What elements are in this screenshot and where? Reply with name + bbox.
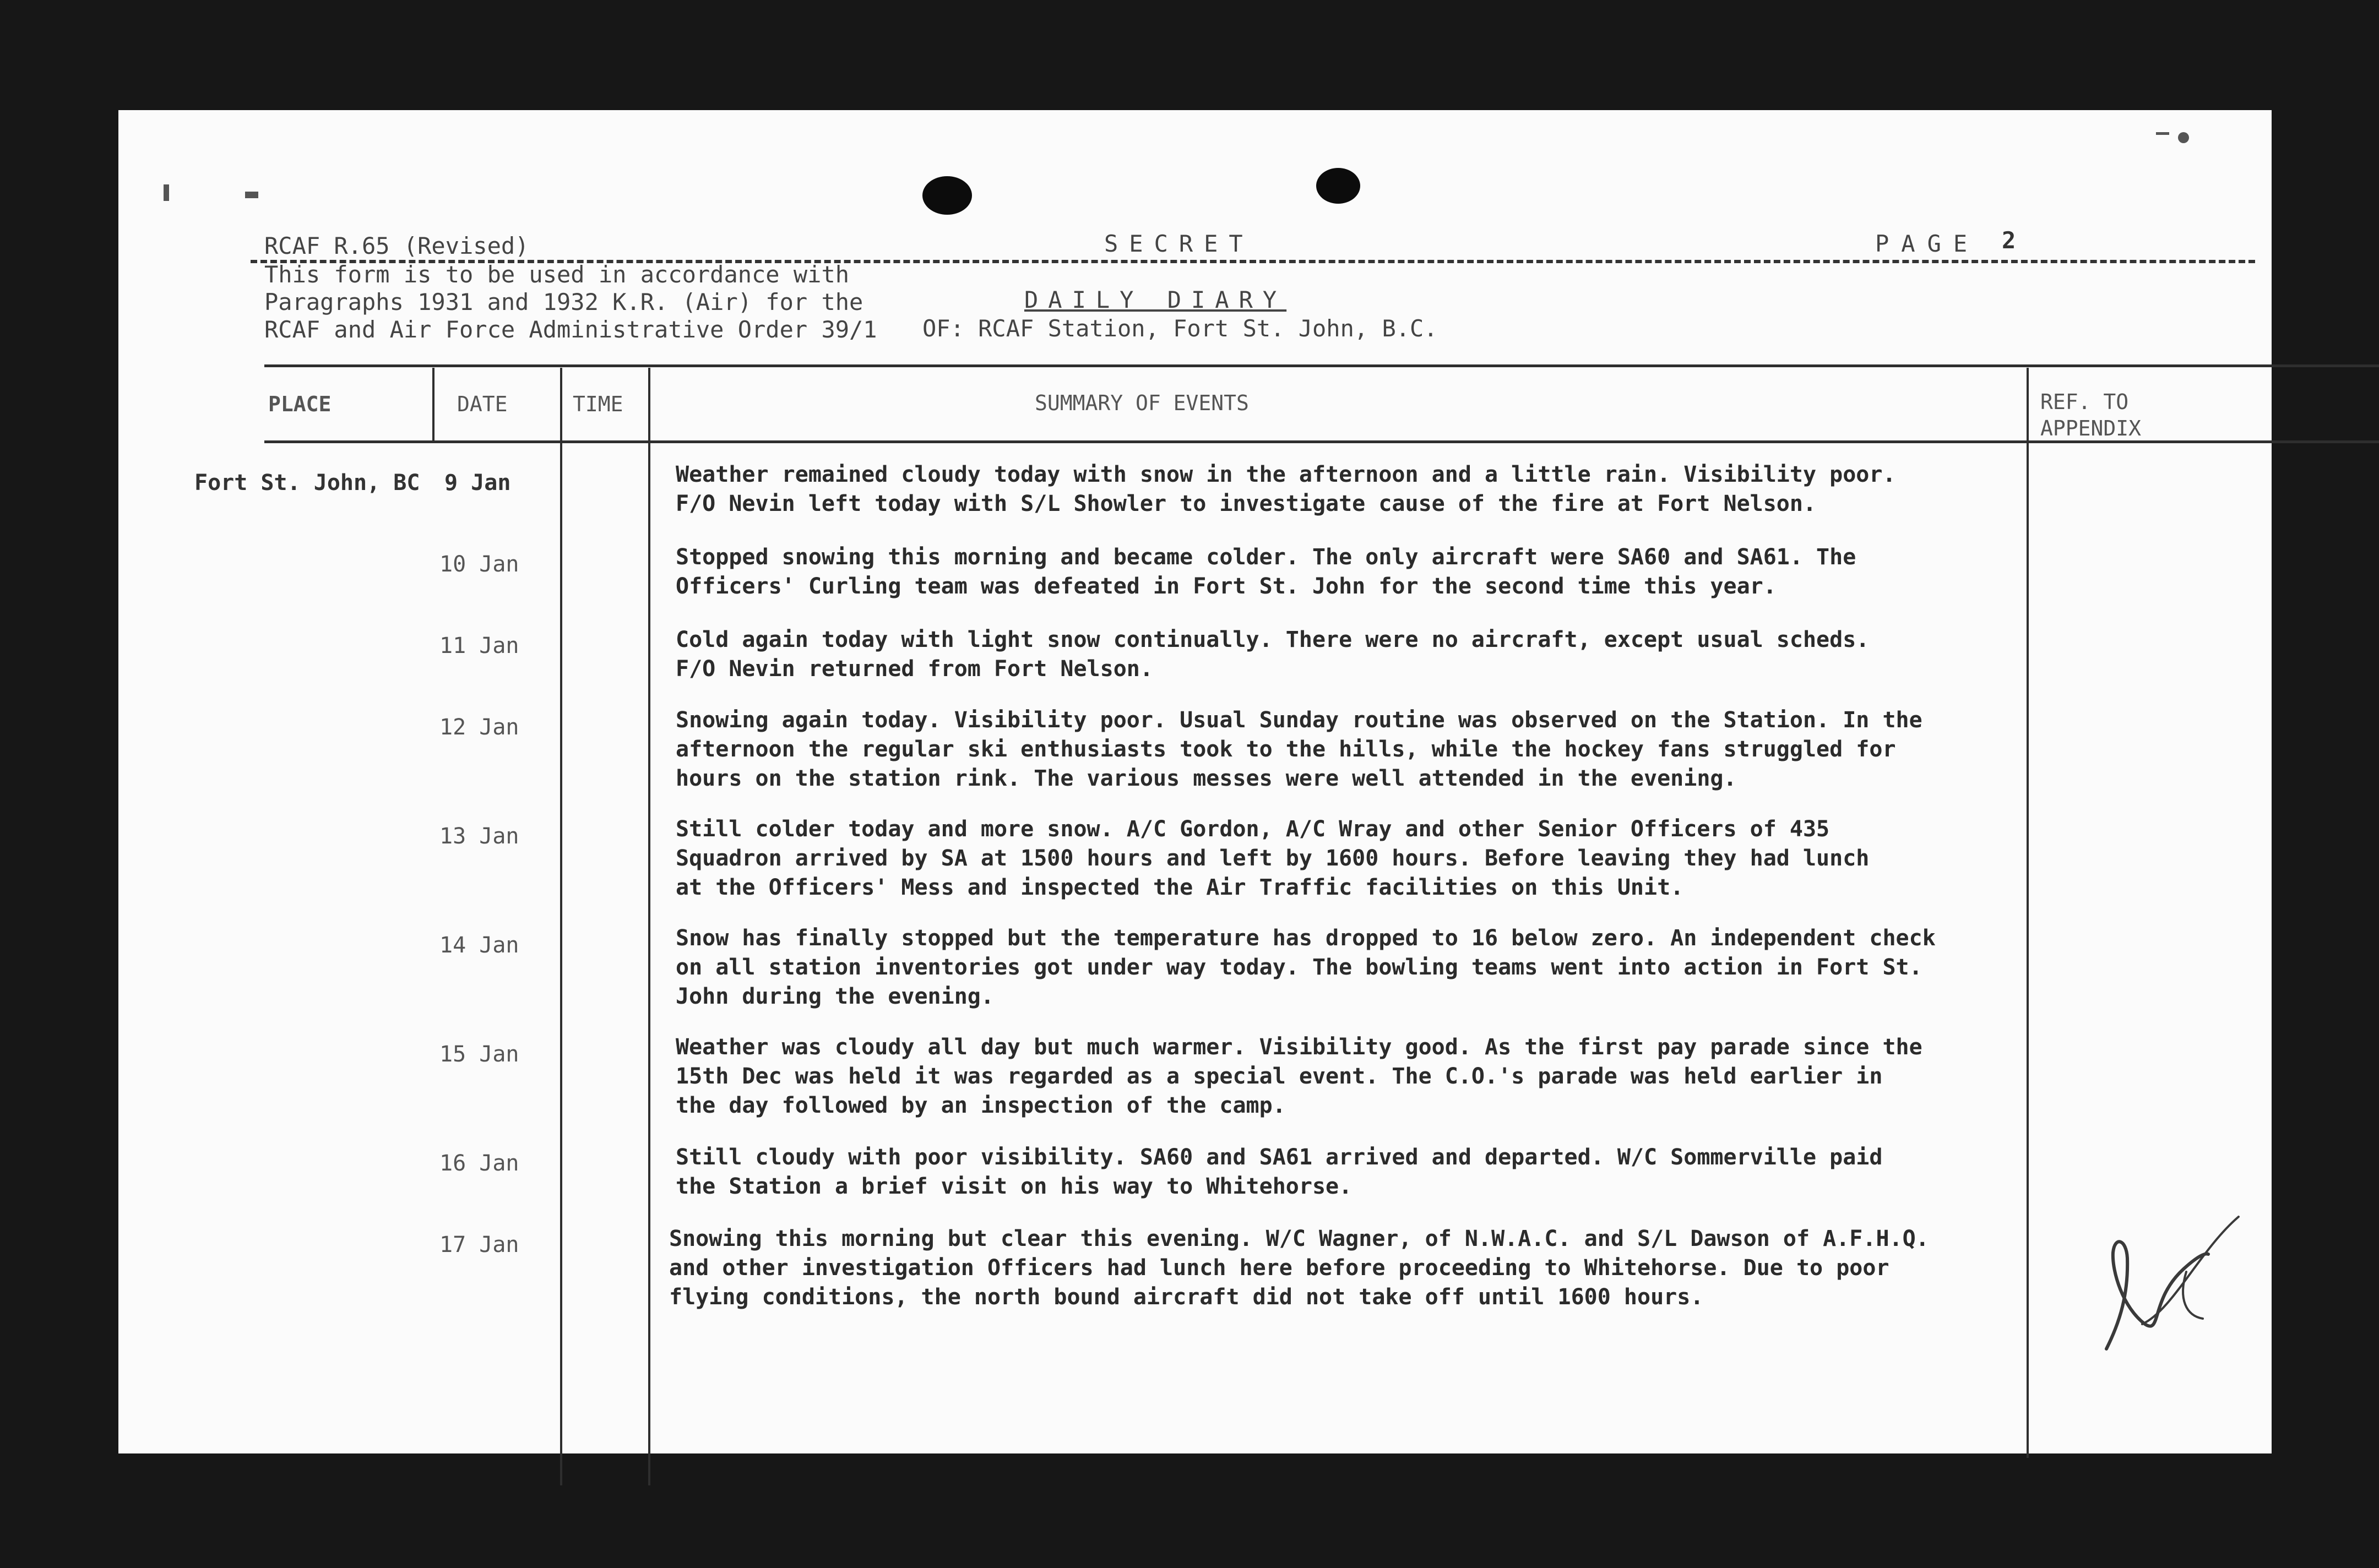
instruction-line-2: Paragraphs 1931 and 1932 K.R. (Air) for the [264, 288, 863, 315]
initials-signature [2068, 1211, 2244, 1371]
entry-summary: Still cloudy with poor visibility. SA60 and SA61 arrived and departed. W/C Sommerville paid the Station a brief visit on his way to Whitehorse. [676, 1145, 1883, 1199]
entry-summary: Snowing this morning but clear this evening. W/C Wagner, of N.W.A.C. and S/L Dawson of A.F.H.Q. and other investigation Officers had lunch here before proceeding to Whitehorse. Due to poor flying conditions, the north bound aircraft did not take off until 1600 hours. [669, 1226, 1929, 1310]
entry-date: 13 Jan [439, 824, 519, 849]
divider-date-time [560, 368, 562, 1485]
form-id: RCAF R.65 (Revised) [264, 232, 529, 259]
column-header-summary: SUMMARY OF EVENTS [1035, 391, 1249, 415]
divider-time-summary [648, 368, 650, 1485]
divider-summary-ref [2027, 368, 2029, 1458]
table-header-rule [264, 440, 2379, 443]
entry-date: 17 Jan [439, 1232, 519, 1257]
divider-place-date [432, 368, 434, 442]
diary-title: DAILY DIARY [1024, 286, 1287, 313]
entry-summary: Cold again today with light snow continually. There were no aircraft, except usual scheds. F/O Nevin returned from Fort Nelson. [676, 627, 1870, 682]
entry-date: 15 Jan [439, 1042, 519, 1067]
column-header-date: DATE [457, 392, 508, 416]
page-number: 2 [2002, 227, 2016, 254]
entry-date: 16 Jan [439, 1151, 519, 1176]
column-header-ref: REF. TO [2040, 390, 2129, 414]
diary-page [118, 110, 2272, 1453]
entry-date: 14 Jan [439, 933, 519, 958]
column-header-time: TIME [573, 392, 623, 416]
entry-summary: Snow has finally stopped but the temperature has dropped to 16 below zero. An independent check on all station inventories got under way today. The bowling teams went into action in Fort St. John during the evening. [676, 925, 1936, 1009]
entry-summary: Still colder today and more snow. A/C Gordon, A/C Wray and other Senior Officers of 435 Squadron arrived by SA at 1500 hours and left by 1600 hours. Before leaving they had lunch at the Officers' Mess and inspected the Air Traffic facilities on this Unit. [676, 816, 1870, 900]
entry-date: 9 Jan [444, 470, 511, 496]
table-top-rule [264, 364, 2379, 367]
entry-summary: Snowing again today. Visibility poor. Usual Sunday routine was observed on the Station. In the afternoon the regular ski enthusiasts took to the hills, while the hockey fans struggled for hours on the station rink. The various messes were well attended in the evening. [676, 707, 1922, 791]
column-header-appendix: APPENDIX [2040, 416, 2142, 440]
entry-summary: Stopped snowing this morning and became colder. The only aircraft were SA60 and SA61. The Officers' Curling team was defeated in Fort St. John for the second time this year. [676, 545, 1856, 599]
instruction-line-3: RCAF and Air Force Administrative Order 39/1 [264, 316, 877, 343]
instruction-line-1: This form is to be used in accordance with [264, 261, 850, 288]
place-value: Fort St. John, BC [194, 470, 420, 496]
entry-date: 10 Jan [439, 552, 519, 577]
entry-date: 12 Jan [439, 715, 519, 740]
station-line: OF: RCAF Station, Fort St. John, B.C. [922, 315, 1438, 342]
punch-hole-left [922, 176, 972, 215]
punch-hole-right [1316, 168, 1360, 204]
entry-date: 11 Jan [439, 633, 519, 658]
entry-summary: Weather was cloudy all day but much warmer. Visibility good. As the first pay parade since the 15th Dec was held it was regarded as a special event. The C.O.'s parade was held earlier in the day followed by an inspection of the camp. [676, 1035, 1922, 1118]
entry-summary: Weather remained cloudy today with snow in the afternoon and a little rain. Visibility poor. F/O Nevin left today with S/L Showler to investigate cause of the fire at Fort Nelson. [676, 462, 1896, 516]
page-label: PAGE [1875, 230, 1980, 257]
stray-mark [2178, 132, 2189, 143]
classification: SECRET [1104, 230, 1254, 257]
stray-mark [2156, 132, 2169, 135]
column-header-place: PLACE [268, 392, 332, 416]
stray-mark [245, 192, 258, 198]
stray-mark [164, 184, 169, 201]
